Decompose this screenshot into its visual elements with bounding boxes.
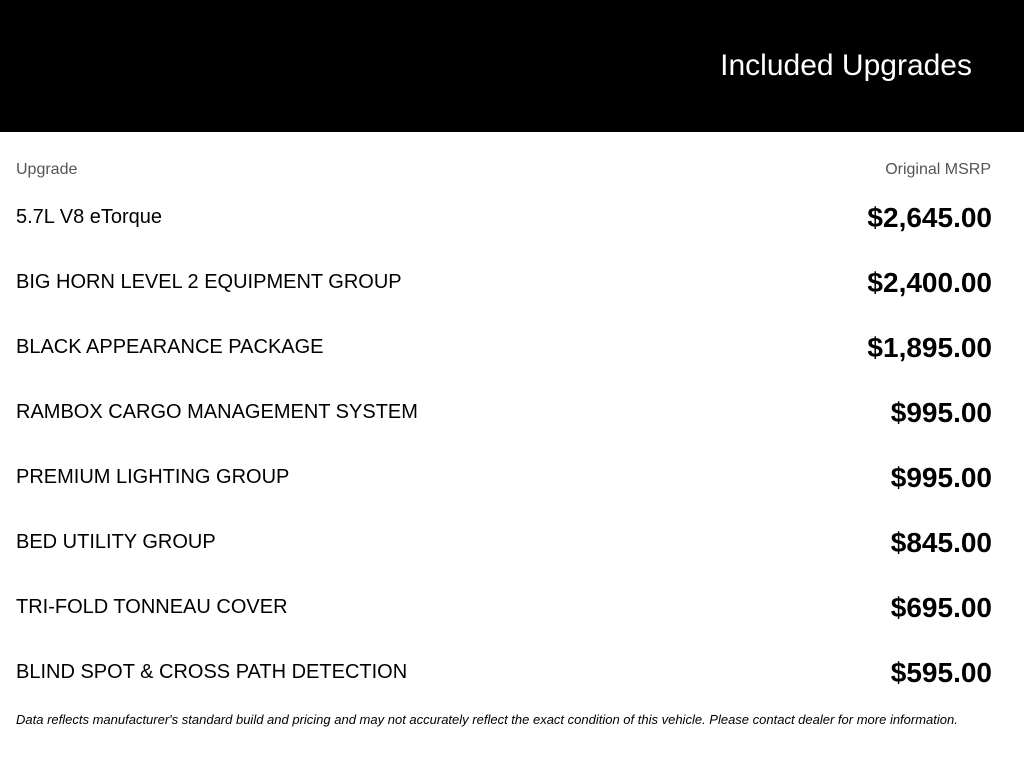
upgrade-name: BLACK APPEARANCE PACKAGE: [16, 336, 324, 358]
upgrade-price: $2,400.00: [867, 266, 992, 298]
upgrade-name: RAMBOX CARGO MANAGEMENT SYSTEM: [16, 401, 418, 423]
upgrade-price: $595.00: [890, 656, 992, 688]
upgrade-column-header: Upgrade: [16, 161, 78, 178]
upgrade-row: [16, 250, 992, 315]
upgrade-price: $695.00: [890, 591, 992, 623]
disclaimer-text: Data reflects manufacturer's standard build and pricing and may not accurately reflect the exact condition of this vehicle. Please contact dealer for more information.: [16, 712, 958, 727]
upgrade-row: [16, 510, 992, 575]
upgrade-name: BED UTILITY GROUP: [16, 531, 216, 553]
upgrade-name: TRI-FOLD TONNEAU COVER: [16, 596, 288, 618]
upgrade-price: $995.00: [890, 461, 992, 493]
upgrade-row: [16, 445, 992, 510]
msrp-column-header: Original MSRP: [885, 161, 991, 178]
upgrade-name: PREMIUM LIGHTING GROUP: [16, 466, 290, 488]
header-bar: [0, 0, 1024, 132]
upgrade-row: [16, 640, 992, 705]
upgrade-name: BIG HORN LEVEL 2 EQUIPMENT GROUP: [16, 271, 402, 293]
upgrade-row: [16, 185, 992, 250]
upgrade-price: $995.00: [890, 396, 992, 428]
upgrade-price: $1,895.00: [867, 331, 992, 363]
upgrade-row: [16, 380, 992, 445]
upgrade-row: [16, 315, 992, 380]
column-headers: [16, 160, 991, 180]
upgrade-price: $845.00: [890, 526, 992, 558]
upgrades-list: [16, 185, 992, 705]
upgrade-price: $2,645.00: [867, 201, 992, 233]
upgrade-row: [16, 575, 992, 640]
upgrade-name: BLIND SPOT & CROSS PATH DETECTION: [16, 661, 408, 683]
page-title: Included Upgrades: [720, 49, 972, 82]
upgrade-name: 5.7L V8 eTorque: [16, 206, 163, 228]
